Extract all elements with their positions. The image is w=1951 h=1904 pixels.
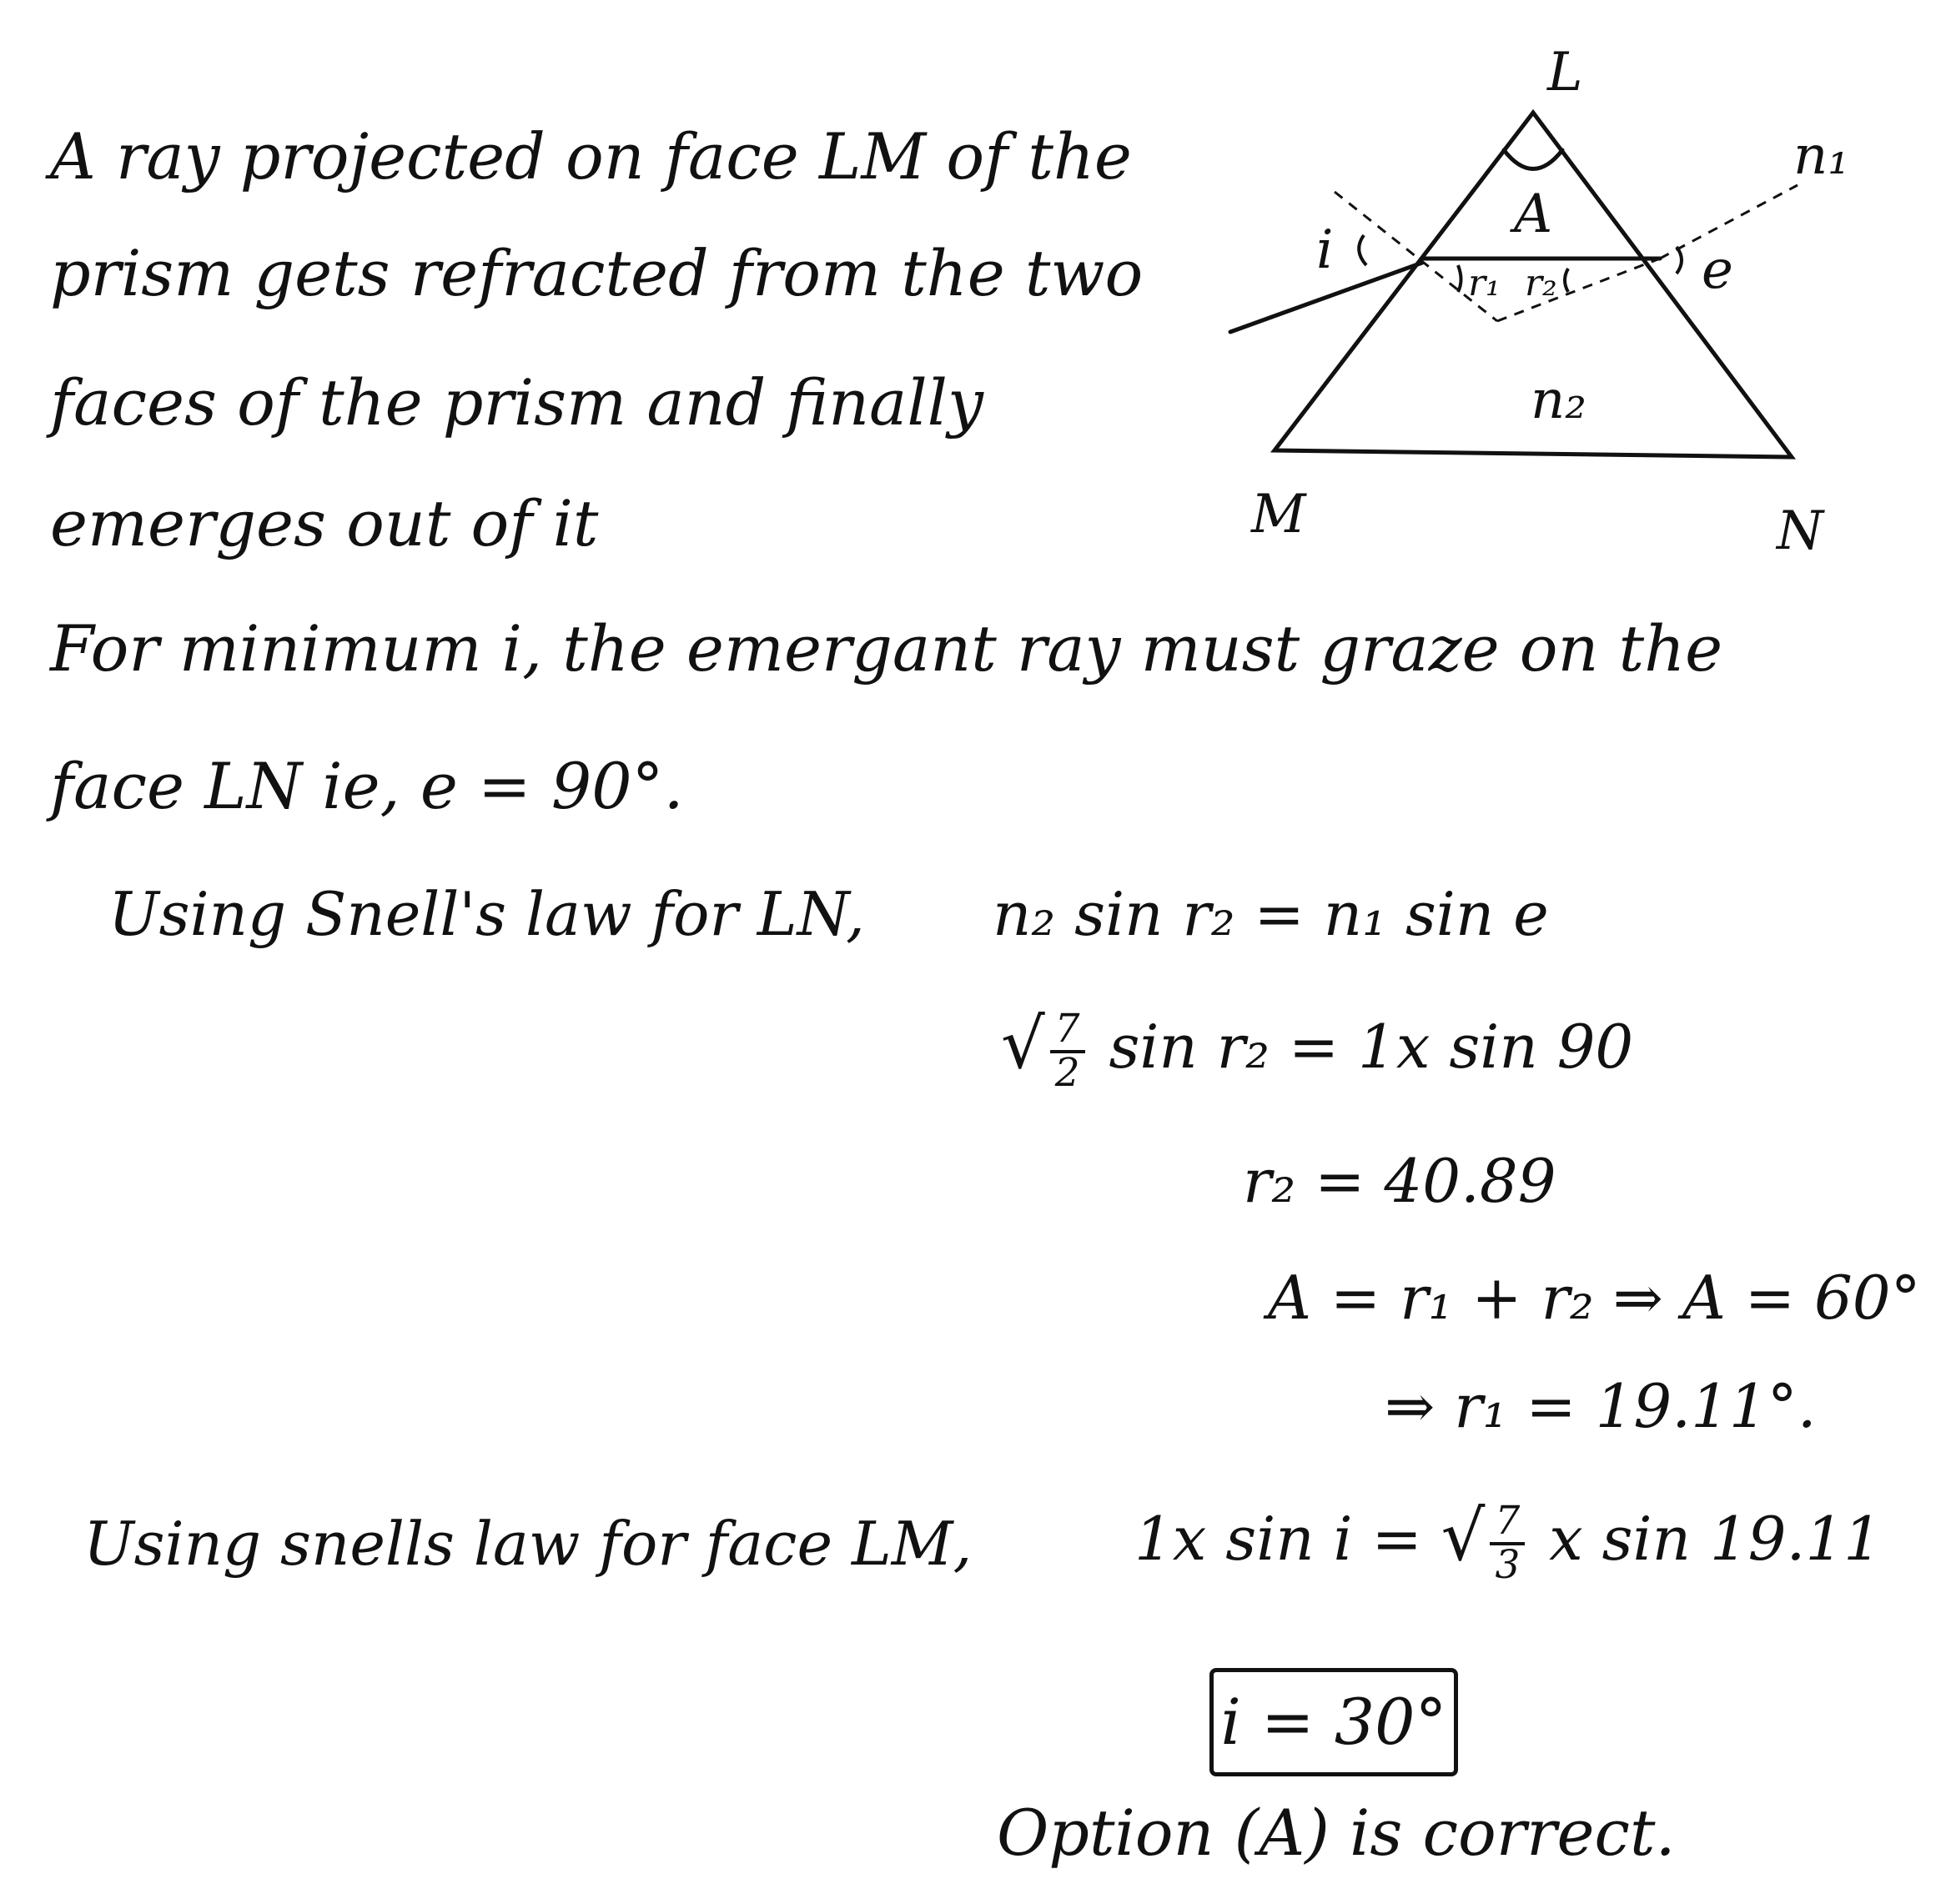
- conclusion: Option (A) is correct.: [997, 1796, 1676, 1870]
- label-n2: n₂: [1531, 369, 1586, 431]
- intro-line-6: face LN ie, e = 90°.: [50, 749, 684, 823]
- angle-e-arc: [1677, 247, 1682, 274]
- fraction-7-3: $\frac{7}{3}$: [1490, 1501, 1525, 1586]
- label-incidence-i: i: [1316, 219, 1334, 281]
- normal-ln-left: [1497, 259, 1660, 321]
- snell-lm-heading: Using snells law for face LM,: [83, 1509, 973, 1579]
- intro-line-1: A ray projected on face LM of the: [50, 119, 1132, 193]
- label-emergence-e: e: [1702, 239, 1733, 301]
- equation-3: A = r₁ + r₂ ⇒ A = 60°: [1268, 1263, 1921, 1333]
- equation-4: ⇒ r₁ = 19.11°.: [1385, 1371, 1817, 1441]
- equation-1-rest: sin r₂ = 1x sin 90: [1109, 1012, 1634, 1083]
- angle-r2-arc: [1565, 269, 1568, 292]
- label-angle-a: A: [1514, 183, 1553, 245]
- angle-i-arc: [1359, 235, 1366, 265]
- fraction-7-2: $\frac{7}{2}$: [1050, 1009, 1085, 1094]
- snell-lm-rhs: x sin 19.11: [1549, 1504, 1882, 1575]
- answer-box: [1209, 1668, 1458, 1776]
- apex-angle-arc: [1504, 150, 1562, 169]
- sqrt-sign: √: [1001, 1003, 1045, 1085]
- equation-1: [1001, 1003, 1634, 1097]
- angle-r1-arc: [1458, 265, 1461, 292]
- label-r2: r₂: [1525, 262, 1557, 304]
- sqrt-sign-2: √: [1441, 1495, 1486, 1577]
- snell-lm-equation: [1134, 1495, 1882, 1589]
- label-n1: n₁: [1793, 125, 1849, 187]
- label-vertex-n: N: [1777, 500, 1823, 562]
- label-vertex-m: M: [1251, 484, 1306, 545]
- equation-2: r₂ = 40.89: [1243, 1146, 1556, 1216]
- label-apex-l: L: [1547, 42, 1583, 103]
- snell-ln-heading: Using Snell's law for LN,: [108, 879, 865, 949]
- intro-line-3: faces of the prism and finally: [50, 365, 983, 440]
- intro-line-5: For minimum i, the emergant ray must graze on the: [50, 611, 1723, 686]
- snell-ln-equation: n₂ sin r₂ = n₁ sin e: [993, 879, 1549, 949]
- answer-value: i = 30°: [1220, 1685, 1447, 1759]
- snell-lm-lhs: 1x sin i =: [1134, 1504, 1422, 1575]
- label-r1: r₁: [1468, 262, 1501, 304]
- intro-line-2: prism gets refracted from the two: [50, 236, 1144, 310]
- intro-line-4: emerges out of it: [50, 486, 599, 560]
